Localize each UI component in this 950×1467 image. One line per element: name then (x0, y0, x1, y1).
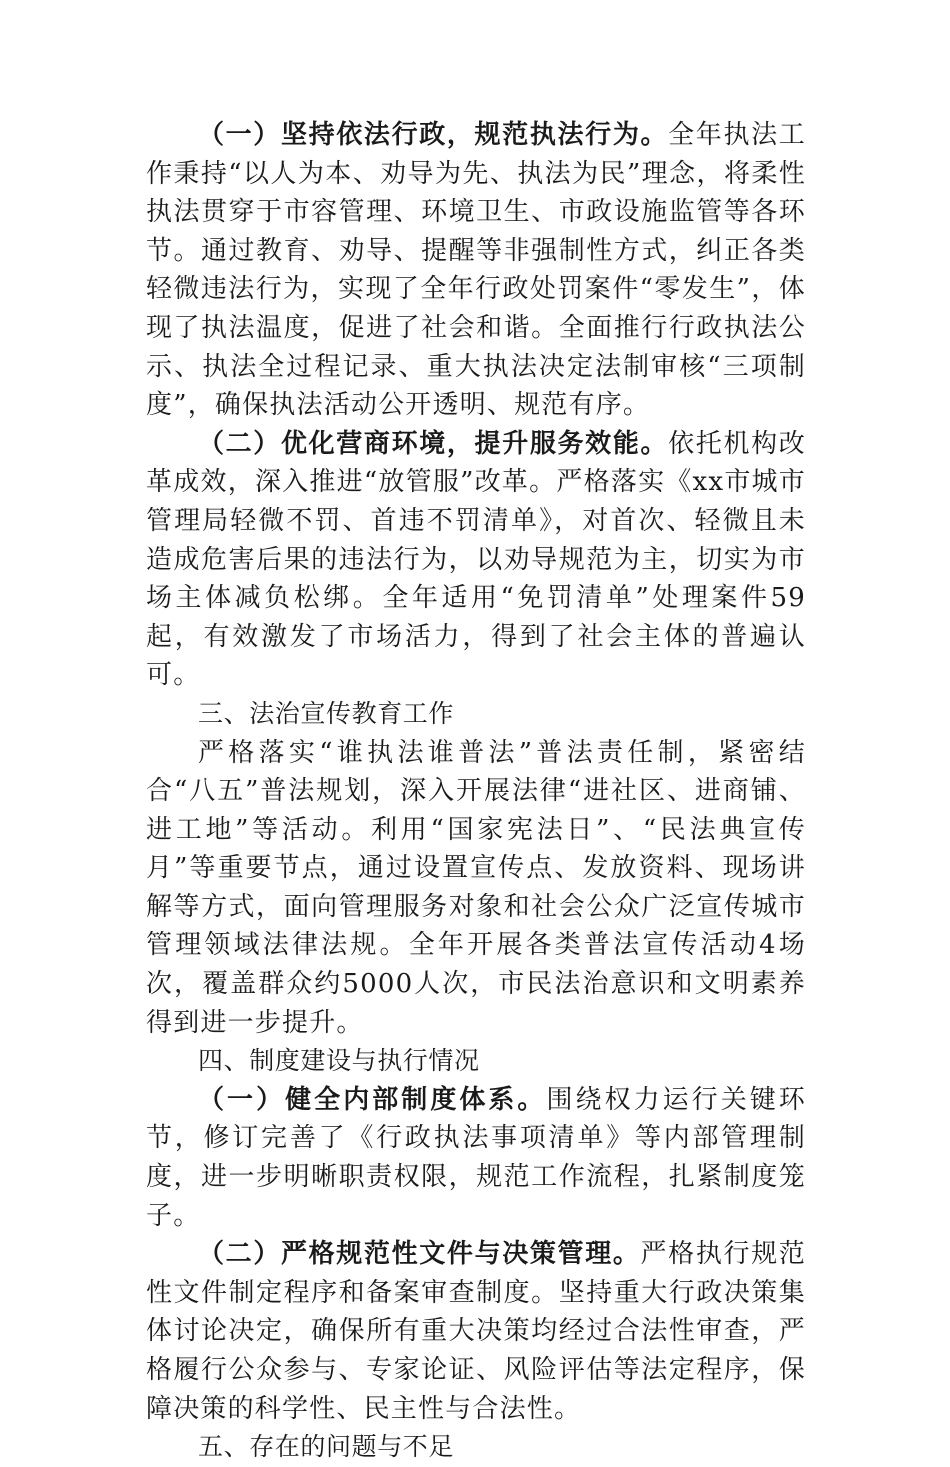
paragraph-lead: （二）严格规范性文件与决策管理。 (198, 1239, 641, 1270)
document-page (146, 116, 806, 1467)
paragraph-decision-management (146, 1235, 806, 1428)
paragraph-lead: （一）健全内部制度体系。 (198, 1084, 547, 1115)
paragraph-lead: （一）坚持依法行政，规范执法行为。 (198, 120, 669, 150)
paragraph-body: 全年执法工作秉持“以人为本、劝导为先、执法为民”理念，将柔性执法贯穿于市容管理、环境卫生、市政设施监管等各环节。通过教育、劝导、提醒等非强制性方式，纠正各类轻微违法行为，实现了全年行政处罚案件“零发生”，体现了执法温度，促进了社会和谐。全面推行行政执法公示、执法全过程记录、重大执法决定法制审核“三项制度”，确保执法活动公开透明、规范有序。 (146, 120, 806, 421)
paragraph-body: 严格落实“谁执法谁普法”普法责任制，紧密结合“八五”普法规划，深入开展法律“进社区、进商铺、进工地”等活动。利用“国家宪法日”、“民法典宣传月”等重要节点，通过设置宣传点、发放资料、现场讲解等方式，面向管理服务对象和社会公众广泛宣传城市管理领域法律法规。全年开展各类普法宣传活动4场次，覆盖群众约5000人次，市民法治意识和文明素养得到进一步提升。 (146, 737, 806, 1038)
paragraph-body: 围绕权力运行关键环节，修订完善了《行政执法事项清单》等内部管理制度，进一步明晰职责权限，规范工作流程，扎紧制度笼子。 (146, 1084, 806, 1231)
section-heading-problems: 五、存在的问题与不足 (198, 1432, 455, 1462)
section-heading-system-construction: 四、制度建设与执行情况 (198, 1046, 480, 1076)
paragraph-lead: （二）优化营商环境，提升服务效能。 (198, 428, 669, 459)
paragraph-body: 依托机构改革成效，深入推进“放管服”改革。严格落实《xx市城市管理局轻微不罚、首违不罚清单》，对首次、轻微且未造成危害后果的违法行为，以劝导规范为主，切实为市场主体减负松绑。全年适用“免罚清单”处理案件59起，有效激发了市场活力，得到了社会主体的普遍认可。 (146, 428, 806, 691)
paragraph-internal-system (146, 1081, 806, 1235)
paragraph-business-environment (146, 425, 806, 695)
paragraph-law-based-administration (146, 116, 806, 425)
section-heading-legal-publicity: 三、法治宣传教育工作 (198, 698, 455, 728)
paragraph-legal-publicity (146, 734, 806, 1043)
paragraph-body: 严格执行规范性文件制定程序和备案审查制度。坚持重大行政决策集体讨论决定，确保所有重大决策均经过合法性审查，严格履行公众参与、专家论证、风险评估等法定程序，保障决策的科学性、民主性与合法性。 (146, 1239, 807, 1424)
